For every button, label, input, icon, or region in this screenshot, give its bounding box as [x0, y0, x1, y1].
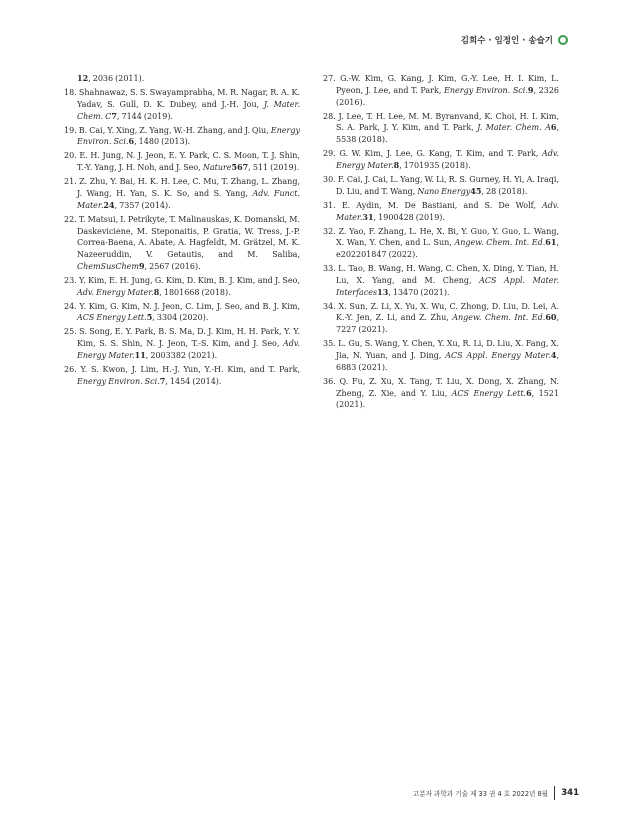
reference-journal: Energy Environ. Sci.: [77, 125, 300, 147]
reference-item: [323, 226, 559, 261]
reference-pages-year: , 1801668 (2018).: [159, 287, 231, 297]
reference-journal: ChemSusChem: [77, 261, 139, 271]
reference-item: [64, 87, 300, 122]
reference-authors: Y. Kim, G. Kim, N. J. Jeon, C. Lim, J. Seo, and B. J. Kim,: [79, 301, 300, 311]
reference-authors: Z. Yao, F. Zhang, L. He, X. Bi, Y. Guo, Y. Guo, L. Wang, X. Wan, Y. Chen, and L. Sun,: [336, 226, 560, 248]
reference-volume: 13: [377, 286, 389, 297]
reference-volume: 7: [159, 375, 166, 386]
reference-pages-year: , 1454 (2014).: [165, 376, 222, 386]
reference-pages-year: , 7144 (2019).: [116, 111, 174, 121]
reference-item: [323, 73, 559, 108]
reference-journal: ACS Appl. Energy Mater.: [445, 351, 551, 361]
reference-number: 22.: [64, 214, 77, 224]
reference-authors: L. Tao, B. Wang, H. Wang, C. Chen, X. Ding, Y. Tian, H. Lu, X. Yang, and M. Cheng,: [336, 264, 559, 285]
reference-volume: 9: [138, 260, 145, 271]
reference-item: [64, 214, 300, 273]
reference-authors: B. Cai, Y. Xing, Z. Yang, W.-H. Zhang, and J. Qiu,: [78, 125, 271, 135]
reference-authors: G. W. Kim, J. Lee, G. Kang, T. Kim, and T. Park,: [339, 149, 542, 159]
reference-authors: L. Gu, S. Wang, Y. Chen, Y. Xu, R. Li, D. Liu, X. Fang, X. Jia, N. Yuan, and J. Ding,: [336, 339, 559, 361]
reference-item: [323, 301, 559, 336]
reference-journal: Adv. Energy Mater.: [336, 149, 560, 170]
reference-pages-year: , 6883 (2021).: [336, 351, 560, 372]
reference-volume: 60: [545, 312, 557, 323]
reference-volume: 24: [103, 199, 115, 210]
reference-item: [323, 174, 559, 198]
reference-volume: 11: [134, 350, 146, 361]
reference-number: 23.: [64, 275, 77, 285]
reference-volume: 6: [526, 387, 532, 398]
reference-volume: 7: [111, 110, 117, 121]
header-authors: 김희수 · 임정인 · 송슬기: [460, 36, 553, 46]
reference-item: [64, 176, 300, 211]
reference-authors: E. Aydin, M. De Bastiani, and S. De Wolf,: [341, 200, 542, 210]
reference-volume: 567: [231, 162, 249, 173]
references-right-column: [323, 73, 559, 413]
reference-item: [64, 275, 300, 299]
reference-item: [323, 338, 559, 373]
reference-item: [323, 376, 559, 411]
reference-item: [64, 73, 300, 85]
reference-authors: S. Song, E. Y. Park, B. S. Ma, D. J. Kim, H. H. Park, Y. Y. Kim, S. S. Shin, N. J. Jeon, T.-S. Kim, and J. Seo,: [77, 327, 300, 349]
reference-volume: 8: [153, 286, 160, 297]
reference-authors: E. H. Jung, N. J. Jeon, E. Y. Park, C. S. Moon, T. J. Shin, T.-Y. Yang, J. H. Noh, and J. Seo,: [77, 151, 300, 173]
reference-journal: Angew. Chem. Int. Ed.: [454, 238, 546, 248]
reference-journal: Angew. Chem. Int. Ed.: [452, 313, 546, 323]
reference-item: [64, 125, 300, 149]
reference-number: 32.: [323, 226, 336, 236]
reference-number: 18.: [64, 87, 77, 97]
reference-authors: Y. Kim, E. H. Jung, G. Kim, D. Kim, B. J. Kim, and J. Seo,: [79, 275, 300, 285]
reference-number: 26.: [64, 365, 77, 375]
reference-pages-year: , e202201847 (2022).: [336, 238, 559, 260]
reference-pages-year: , 1521 (2021).: [336, 388, 559, 410]
reference-number: 34.: [323, 301, 336, 311]
footer-journal-info: 고분자 과학과 기술 제 33 권 4 호 2022년 8월: [412, 790, 549, 798]
reference-number: 24.: [64, 301, 77, 311]
reference-item: [323, 111, 559, 146]
reference-journal: ACS Energy Lett.: [451, 388, 527, 398]
reference-number: 35.: [323, 339, 336, 349]
reference-authors: Q. Fu, Z. Xu, X. Tang, T. Liu, X. Dong, X. Zhang, N. Zheng, Z. Xie, and Y. Liu,: [336, 376, 559, 398]
reference-number: 29.: [323, 149, 336, 159]
reference-pages-year: , 2326 (2016).: [336, 85, 559, 107]
reference-journal: Adv. Energy Mater.: [77, 339, 300, 361]
reference-journal: ACS Energy Lett.: [77, 313, 147, 323]
reference-volume: 6: [550, 122, 557, 133]
reference-pages-year: , 2003382 (2021).: [145, 351, 218, 361]
reference-pages-year: , 1701935 (2018).: [399, 160, 471, 170]
reference-number: 20.: [64, 151, 77, 161]
reference-pages-year: , 13470 (2021).: [388, 287, 450, 297]
reference-journal: J. Mater. Chem. A: [477, 123, 551, 133]
reference-pages-year: , 1480 (2013).: [134, 137, 191, 147]
reference-pages-year: , 511 (2019).: [248, 163, 300, 173]
reference-item: [64, 150, 300, 174]
reference-item: [64, 326, 300, 361]
running-header: [461, 34, 568, 46]
footer-divider: [554, 786, 555, 800]
reference-authors: J. Lee, T. H. Lee, M. M. Byranvand, K. Choi, H. I. Kim, S. A. Park, J. Y. Kim, and T. Park,: [336, 111, 559, 133]
reference-journal: Nature: [202, 163, 232, 173]
reference-pages-year: , 7227 (2021).: [336, 313, 560, 335]
reference-number: 30.: [323, 174, 336, 184]
reference-number: 28.: [323, 111, 336, 121]
page-footer: [413, 786, 579, 800]
reference-journal: Nano Energy: [417, 186, 471, 196]
reference-pages-year: , 3304 (2020).: [152, 313, 209, 323]
reference-item: [64, 364, 300, 388]
green-ring-icon: [558, 35, 568, 45]
reference-pages-year: , 5538 (2018).: [336, 123, 559, 145]
reference-item: [323, 263, 559, 298]
reference-journal: Adv. Energy Mater.: [77, 287, 154, 297]
reference-journal: Energy Environ. Sci.: [444, 85, 528, 95]
reference-journal: J. Mater. Chem. C: [77, 99, 300, 121]
reference-authors: X. Sun, Z. Li, X. Yu, X. Wu, C. Zhong, D. Liu, D. Lei, A. K.-Y. Jen, Z. Li, and Z. Zhu,: [336, 301, 560, 323]
reference-number: 31.: [323, 200, 336, 210]
reference-number: 33.: [323, 264, 336, 274]
reference-journal: Energy Environ. Sci.: [77, 376, 160, 386]
reference-number: 19.: [64, 125, 77, 135]
reference-number: 27.: [323, 74, 336, 83]
reference-number: 21.: [64, 177, 77, 187]
reference-volume: 5: [146, 312, 153, 323]
reference-item: [323, 200, 559, 224]
reference-authors: Y. S. Kwon, J. Lim, H.-J. Yun, Y.-H. Kim, and T. Park,: [80, 365, 301, 375]
reference-authors: F. Cai, J. Cai, L. Yang, W. Li, R. S. Gurney, H. Yi, A. Iraqi, D. Liu, and T. Wang,: [336, 174, 560, 196]
reference-volume: 61: [545, 237, 557, 248]
reference-authors: Shahnawaz, S. S. Swayamprabha, M. R. Nagar, R. A. K. Yadav, S. Gull, D. K. Dubey, and J.-H. Jou,: [77, 87, 301, 109]
reference-authors: G.-W. Kim, G. Kang, J. Kim, G.-Y. Lee, H. I. Kim, L. Pyeon, J. Lee, and T. Park,: [336, 74, 559, 95]
reference-journal: Adv. Funct. Mater.: [77, 188, 300, 210]
reference-volume: 45: [470, 185, 482, 196]
reference-pages-year: , 2036 (2011).: [88, 74, 145, 83]
reference-pages-year: , 7357 (2014).: [114, 200, 171, 210]
references-left-column: [64, 73, 300, 390]
reference-journal: Adv. Mater.: [336, 200, 559, 222]
page-number: 341: [561, 788, 579, 798]
reference-volume: 31: [362, 211, 374, 222]
reference-volume: 6: [128, 136, 135, 147]
reference-journal: ACS Appl. Mater. Interfaces: [336, 275, 559, 297]
reference-volume: 12: [77, 73, 89, 83]
reference-volume: 8: [393, 159, 400, 170]
reference-authors: Z. Zhu, Y. Bai, H. K. H. Lee, C. Mu, T. Zhang, L. Zhang, J. Wang, H. Yan, S. K. So, and S. Yang,: [77, 177, 300, 198]
reference-number: 36.: [323, 376, 336, 386]
reference-pages-year: , 2567 (2016).: [144, 261, 201, 271]
reference-volume: 9: [527, 84, 534, 95]
reference-item: [64, 301, 300, 325]
reference-item: [323, 148, 559, 172]
reference-volume: 4: [550, 350, 557, 361]
reference-pages-year: , 1900428 (2019).: [373, 212, 445, 222]
reference-authors: T. Matsui, I. Petrikyte, T. Malinauskas, K. Domanski, M. Daskeviciene, M. Steponaitis, P. Gratia, W. Tress, J.-P. Correa-Baena, A. Abate, A. Hagfeldt, M. Grätzel, M. K. Nazeeruddin, V. Getautis, and M. Saliba,: [77, 214, 300, 260]
reference-number: 25.: [64, 327, 77, 337]
reference-pages-year: , 28 (2018).: [481, 186, 528, 196]
